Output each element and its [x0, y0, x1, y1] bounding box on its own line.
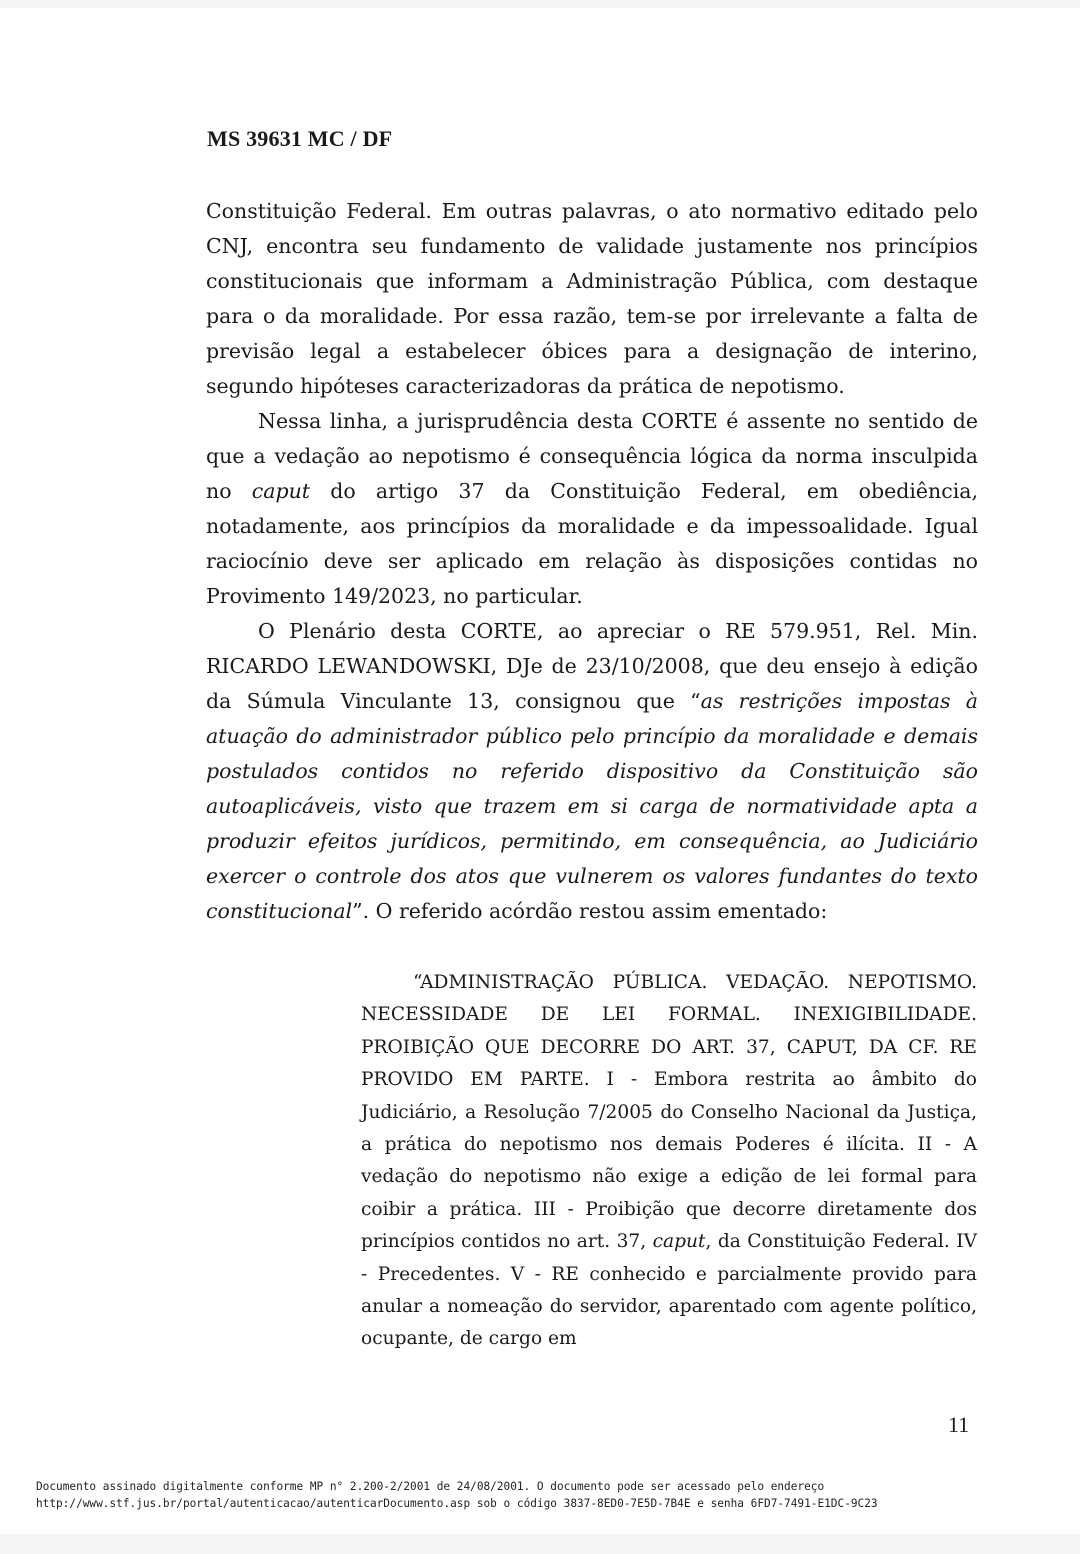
- paragraph-2-text-end: do artigo 37 da Constituição Federal, em obediência, notadamente, aos princípios da moralidade e da impessoalidade. Igual raciocínio deve ser aplicado em relação às disposições contidas no Provimento 149/2023, no particular.: [206, 479, 979, 608]
- page-number: 11: [948, 1412, 970, 1437]
- paragraph-3-citation: as restrições impostas à atuação do administrador público pelo princípio da moralidade e demais postulados contidos no referido dispositivo da Constituição são autoaplicáveis, visto que trazem em si carga de normatividade apta a produzir efeitos jurídicos, permitindo, em consequência, ao Judiciário exercer o controle dos atos que vulnerem os valores fundantes do texto constitucional: [206, 689, 978, 923]
- quote-text-end: , da Constituição Federal. IV - Precedentes. V - RE conhecido e parcialmente provido para anular a nomeação do servidor, aparentado com agente político, ocupante, de cargo em: [361, 1231, 977, 1350]
- footer-line-2: http://www.stf.jus.br/portal/autenticacao/autenticarDocumento.asp sob o código 3837-8ED0-7E5D-7B4E e senha 6FD7-7491-E1DC-9C23: [36, 1497, 878, 1510]
- case-header: MS 39631 MC / DF: [207, 126, 393, 151]
- paragraph-2-caput: caput: [251, 479, 311, 503]
- footer-line-1: Documento assinado digitalmente conforme MP n° 2.200-2/2001 de 24/08/2001. O documento pode ser acessado pelo endereço: [36, 1480, 825, 1493]
- signature-footer: [36, 1478, 1056, 1512]
- quote-caput: caput: [652, 1231, 706, 1253]
- paragraph-3-text-end: ”. O referido acórdão restou assim ementado:: [352, 899, 828, 923]
- paragraph-1: Constituição Federal. Em outras palavras, o ato normativo editado pelo CNJ, encontra seu fundamento de validade justamente nos princípios constitucionais que informam a Administração Pública, com destaque para o da moralidade. Por essa razão, tem-se por irrelevante a falta de previsão legal a estabelecer óbices para a designação de interino, segundo hipóteses caracterizadoras da prática de nepotismo.: [206, 199, 978, 398]
- paragraph-2: [206, 404, 978, 614]
- paragraph-3: [206, 614, 978, 929]
- paragraph-3-text-start: O Plenário desta CORTE, ao apreciar o RE 579.951, Rel. Min. RICARDO LEWANDOWSKI, DJe de 23/10/2008, que deu ensejo à edição da Súmula Vinculante 13, consignou que “: [206, 619, 978, 713]
- document-body: [206, 194, 978, 929]
- paragraph-2-text-start: Nessa linha, a jurisprudência desta CORTE é assente no sentido de que a vedação ao nepotismo é consequência lógica da norma insculpida no: [206, 409, 978, 503]
- block-quote-ementa: [361, 967, 977, 1356]
- document-page: [0, 8, 1080, 1534]
- quote-text-start: “ADMINISTRAÇÃO PÚBLICA. VEDAÇÃO. NEPOTISMO. NECESSIDADE DE LEI FORMAL. INEXIGIBILIDADE. PROIBIÇÃO QUE DECORRE DO ART. 37, CAPUT, DA CF. RE PROVIDO EM PARTE. I - Embora restrita ao âmbito do Judiciário, a Resolução 7/2005 do Conselho Nacional da Justiça, a prática do nepotismo nos demais Poderes é ilícita. II - A vedação do nepotismo não exige a edição de lei formal para coibir a prática. III - Proibição que decorre diretamente dos princípios contidos no art. 37,: [361, 972, 977, 1253]
